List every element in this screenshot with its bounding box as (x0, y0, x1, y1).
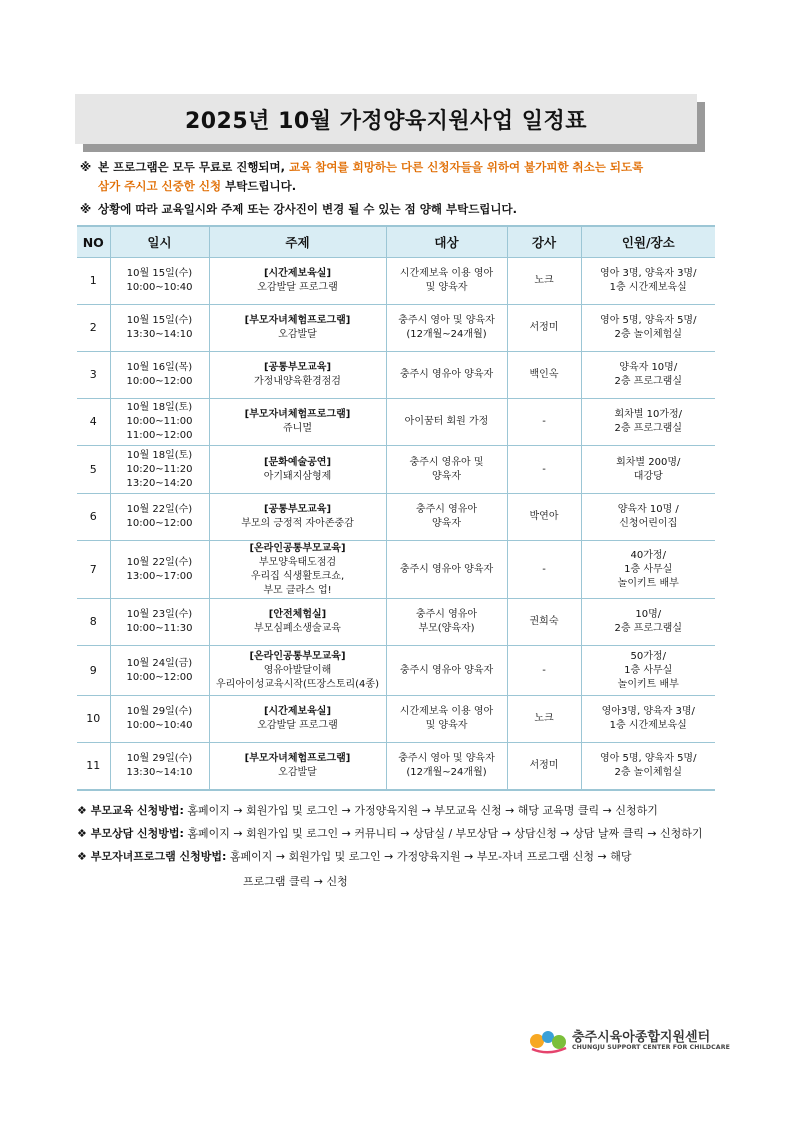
cell-no: 2 (77, 305, 110, 352)
cell-date (110, 696, 209, 743)
header-date: 일시 (110, 226, 209, 258)
cell-line: 10월 29일(수) (126, 706, 193, 717)
cell-place (581, 352, 715, 399)
cell-date (110, 541, 209, 599)
cell-line: 부모 클라스 업! (263, 584, 332, 596)
cell-line: 놀이키트 배부 (617, 678, 679, 690)
cell-line: 및 양육자 (425, 282, 468, 293)
cell-no: 6 (77, 494, 110, 541)
cell-target (386, 743, 507, 791)
cell-date (110, 446, 209, 494)
cell-place (581, 696, 715, 743)
cell-place (581, 646, 715, 696)
cell-topic (209, 399, 386, 446)
cell-no: 9 (77, 646, 110, 696)
cell-line: 10월 23일(수) (126, 609, 193, 620)
cell-target (386, 399, 507, 446)
cell-line: 10월 22일(수) (126, 504, 193, 515)
cell-target (386, 494, 507, 541)
table-row (77, 743, 715, 791)
cell-line: 충주시 영아 및 양육자 (398, 315, 495, 326)
cell-line: 오감발달 프로그램 (257, 282, 338, 293)
topic-category: [시간제보육실] (263, 268, 332, 279)
cell-line: 충주시 영유아 양육자 (399, 369, 494, 380)
cell-no: 10 (77, 696, 110, 743)
cell-teacher: - (507, 541, 581, 599)
table-row (77, 494, 715, 541)
cell-place (581, 446, 715, 494)
table-header-row (77, 226, 715, 258)
cell-line: 10:20~11:20 (126, 463, 193, 475)
topic-category: [부모자녀체험프로그램] (244, 315, 351, 326)
cell-target (386, 541, 507, 599)
cell-target (386, 599, 507, 646)
howto-text: 홈페이지 → 회원가입 및 로그인 → 커뮤니티 → 상담실 / 부모상담 → 상담신청 → 상담 날짜 클릭 → 신청하기 (183, 827, 703, 840)
topic-category: [공통부모교육] (263, 362, 332, 373)
topic-category: [안전체험실] (268, 609, 327, 620)
cell-line: 10월 18일(토) (126, 449, 193, 461)
table-row (77, 541, 715, 599)
topic-category: [부모자녀체험프로그램] (244, 753, 351, 764)
cell-date (110, 599, 209, 646)
cell-date (110, 399, 209, 446)
cell-line: 오감발달 프로그램 (257, 720, 338, 731)
cell-teacher: 노크 (507, 696, 581, 743)
logo-english-name: CHUNGJU SUPPORT CENTER FOR CHILDCARE (572, 1044, 730, 1051)
cell-line: 10월 22일(수) (126, 556, 193, 568)
cell-line: 10월 24일(금) (126, 657, 193, 669)
table-row (77, 696, 715, 743)
cell-teacher: 권희숙 (507, 599, 581, 646)
cell-line: 부모의 긍정적 자아존중감 (241, 518, 354, 529)
cell-line: 10:00~10:40 (126, 720, 193, 731)
howto-text: 홈페이지 → 회원가입 및 로그인 → 가정양육지원 → 부모교육 신청 → 해당 교육명 클릭 → 신청하기 (183, 804, 658, 817)
howto-parent-child-program (77, 849, 727, 865)
cell-line: 양육자 (432, 518, 461, 529)
cell-line: 양육자 10명/ (619, 362, 678, 373)
cell-line: 부모(양육자) (418, 623, 475, 634)
cell-line: 아기돼지삼형제 (263, 470, 332, 482)
cell-topic (209, 743, 386, 791)
table-row (77, 399, 715, 446)
cell-target (386, 352, 507, 399)
cell-topic (209, 258, 386, 305)
cell-line: 영아 5명, 양육자 5명/ (600, 315, 697, 326)
cell-place (581, 258, 715, 305)
cell-line: 2층 프로그램실 (614, 376, 682, 387)
cell-teacher: - (507, 646, 581, 696)
cell-line: 충주시 영아 및 양육자 (398, 753, 495, 764)
cell-topic (209, 696, 386, 743)
cell-no: 11 (77, 743, 110, 791)
cell-no: 8 (77, 599, 110, 646)
cell-line: 영아 3명, 양육자 3명/ (600, 268, 697, 279)
cell-line: 충주시 영유아 양육자 (399, 563, 494, 575)
logo-korean-name: 충주시육아종합지원센터 (572, 1030, 711, 1045)
table-row (77, 352, 715, 399)
cell-line: 10:00~12:00 (126, 518, 193, 529)
cell-line: 신청어린이집 (619, 518, 678, 529)
cell-line: 영아3명, 양육자 3명/ (601, 706, 695, 717)
table-row (77, 446, 715, 494)
cell-line: 10:00~12:00 (126, 671, 193, 683)
cell-line: 10명/ (635, 609, 662, 620)
cell-line: 10:00~10:40 (126, 282, 193, 293)
cell-target (386, 258, 507, 305)
cell-line: 1층 시간제보육실 (609, 282, 687, 293)
table-row (77, 258, 715, 305)
header-target: 대상 (386, 226, 507, 258)
cell-teacher: 서정미 (507, 743, 581, 791)
cell-place (581, 305, 715, 352)
cell-line: 1층 시간제보육실 (609, 720, 687, 731)
cell-line: 1층 사무실 (624, 563, 673, 575)
cell-topic (209, 305, 386, 352)
howto-label: ❖ 부모교육 신청방법: (77, 804, 184, 817)
cell-target (386, 646, 507, 696)
cell-line: (12개월~24개월) (406, 767, 487, 778)
cell-line: 2층 프로그램실 (614, 423, 682, 434)
cell-line: 회차별 200명/ (616, 456, 681, 468)
cell-date (110, 258, 209, 305)
cell-line: 오감발달 (278, 329, 317, 340)
topic-category: [온라인공통부모교육] (249, 650, 346, 662)
cell-topic (209, 541, 386, 599)
cell-line: 오감발달 (278, 767, 317, 778)
header-topic: 주제 (209, 226, 386, 258)
cell-line: 2층 놀이체험실 (614, 329, 682, 340)
cell-line: 50가정/ (630, 650, 666, 662)
cell-line: 13:30~14:10 (126, 329, 193, 340)
cell-line: 10월 15일(수) (126, 315, 193, 326)
cell-teacher: 박연아 (507, 494, 581, 541)
header-place: 인원/장소 (581, 226, 715, 258)
cell-line: 10:00~12:00 (126, 376, 193, 387)
cell-line: 충주시 영유아 및 (409, 456, 484, 468)
cell-topic (209, 352, 386, 399)
cell-line: 대강당 (633, 470, 663, 482)
cell-place (581, 494, 715, 541)
cell-line: 우리아이성교육시작(뜨장스토리(4종) (216, 678, 379, 690)
cell-target (386, 696, 507, 743)
howto-parent-child-program-continued: 프로그램 클릭 → 신청 (243, 875, 348, 888)
howto-text: 홈페이지 → 회원가입 및 로그인 → 가정양육지원 → 부모-자녀 프로그램 신청 → 해당 (226, 850, 632, 863)
cell-line: 2층 놀이체험실 (614, 767, 682, 778)
schedule-table (77, 225, 715, 791)
cell-line: 및 양육자 (425, 720, 468, 731)
center-logo (528, 1026, 730, 1056)
cell-topic (209, 446, 386, 494)
notice-1-text: 본 프로그램은 모두 무료로 진행되며, (98, 160, 290, 174)
cell-line: 양육자 10명 / (617, 504, 679, 515)
cell-line: 10:00~11:30 (126, 623, 193, 634)
cell-line: 1층 사무실 (624, 664, 673, 676)
topic-category: [온라인공통부모교육] (249, 542, 346, 554)
notice-1b-text: 부탁드립니다. (221, 179, 297, 193)
cell-teacher: 백인옥 (507, 352, 581, 399)
notice-1b-highlight: 삼가 주시고 신중한 신청 (98, 179, 222, 193)
cell-line: 우리집 식생활토크쇼, (250, 570, 345, 582)
cell-teacher: - (507, 446, 581, 494)
header-teacher: 강사 (507, 226, 581, 258)
cell-line: 쥬니멀 (283, 423, 312, 434)
cell-line: 충주시 영유아 양육자 (399, 664, 494, 676)
notice-mark: ※ (80, 202, 92, 216)
howto-label: ❖ 부모자녀프로그램 신청방법: (77, 850, 227, 863)
cell-topic (209, 646, 386, 696)
cell-line: 가정내양육환경점검 (254, 376, 341, 387)
cell-place (581, 599, 715, 646)
notice-1-highlight: 교육 참여를 희망하는 다른 신청자들을 위하여 불가피한 취소는 되도록 (289, 160, 644, 174)
cell-teacher: - (507, 399, 581, 446)
cell-topic (209, 599, 386, 646)
cell-place (581, 743, 715, 791)
cell-line: 10월 29일(수) (126, 753, 193, 764)
center-logo-icon (528, 1028, 570, 1054)
cell-line: 시간제보육 이용 영아 (399, 268, 494, 279)
cell-place (581, 541, 715, 599)
notice-1 (80, 158, 730, 177)
cell-teacher: 서정미 (507, 305, 581, 352)
cell-no: 5 (77, 446, 110, 494)
cell-line: 부모양육태도점검 (258, 556, 337, 568)
topic-category: [시간제보육실] (263, 706, 332, 717)
cell-date (110, 305, 209, 352)
table-body (77, 258, 715, 791)
cell-line: 11:00~12:00 (126, 430, 193, 441)
notice-1-continued (80, 177, 748, 196)
cell-line: 영아 5명, 양육자 5명/ (600, 753, 697, 764)
cell-topic (209, 494, 386, 541)
header-no: NO (77, 226, 110, 258)
title-banner (75, 94, 707, 154)
topic-category: [문화예술공연] (263, 456, 332, 468)
cell-teacher: 노크 (507, 258, 581, 305)
cell-line: 시간제보육 이용 영아 (399, 706, 494, 717)
cell-line: 10월 18일(토) (126, 402, 193, 413)
cell-line: (12개월~24개월) (406, 329, 487, 340)
table-row (77, 305, 715, 352)
topic-category: [부모자녀체험프로그램] (244, 409, 351, 420)
cell-line: 충주시 영유아 (415, 504, 478, 515)
page-title: 2025년 10월 가정양육지원사업 일정표 (75, 94, 697, 144)
cell-line: 13:20~14:20 (126, 477, 193, 489)
notice-2-text: 상황에 따라 교육일시와 주제 또는 강사진이 변경 될 수 있는 점 양해 부탁드립니다. (98, 202, 518, 216)
cell-line: 양육자 (432, 470, 461, 482)
cell-no: 7 (77, 541, 110, 599)
howto-label: ❖ 부모상담 신청방법: (77, 827, 184, 840)
howto-parent-counseling (77, 826, 727, 842)
cell-line: 13:30~14:10 (126, 767, 193, 778)
cell-line: 부모심폐소생술교육 (254, 623, 341, 634)
cell-line: 2층 프로그램실 (614, 623, 682, 634)
cell-line: 놀이키트 배부 (617, 577, 679, 589)
cell-target (386, 446, 507, 494)
cell-date (110, 743, 209, 791)
cell-line: 10월 16일(목) (126, 362, 193, 373)
cell-date (110, 352, 209, 399)
cell-date (110, 646, 209, 696)
cell-no: 3 (77, 352, 110, 399)
cell-line: 40가정/ (630, 549, 666, 561)
cell-line: 아이꿈터 회원 가정 (404, 416, 489, 427)
cell-line: 회차별 10가정/ (614, 409, 683, 420)
cell-line: 10:00~11:00 (126, 416, 193, 427)
cell-place (581, 399, 715, 446)
cell-line: 영유아발달이해 (263, 664, 332, 676)
notice-2 (80, 200, 730, 219)
topic-category: [공통부모교육] (263, 504, 332, 515)
cell-no: 1 (77, 258, 110, 305)
table-row (77, 599, 715, 646)
table-row (77, 646, 715, 696)
cell-date (110, 494, 209, 541)
howto-parent-education (77, 803, 727, 819)
notice-mark: ※ (80, 160, 92, 174)
cell-line: 10월 15일(수) (126, 268, 193, 279)
cell-target (386, 305, 507, 352)
cell-no: 4 (77, 399, 110, 446)
cell-line: 13:00~17:00 (126, 570, 193, 582)
cell-line: 충주시 영유아 (415, 609, 478, 620)
